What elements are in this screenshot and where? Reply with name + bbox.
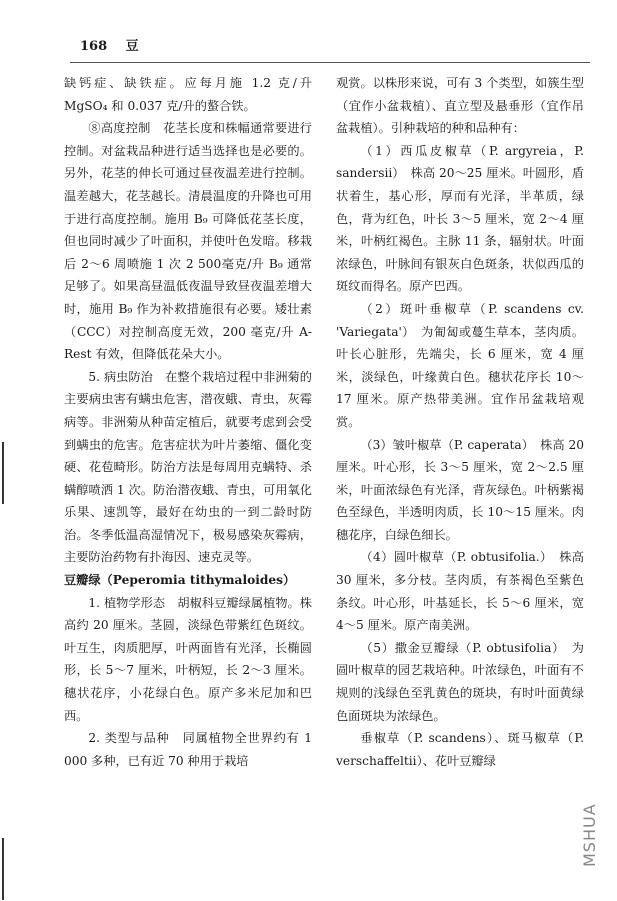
watermark: MSHUA: [580, 803, 599, 867]
scan-edge-mark: [2, 442, 4, 504]
paragraph: 垂椒草（P. scandens）、斑马椒草（P. verschaffeltii）、花叶豆瓣绿: [336, 731, 584, 768]
page-number: 168: [80, 39, 108, 54]
paragraph: （4）圆叶椒草（P. obtusifolia.） 株高 30 厘米，多分枝。茎肉质，有茶褐色至紫色条纹。叶心形，叶基延长，长 5～6 厘米，宽 4～5 厘米。原产南美洲。: [336, 550, 584, 633]
section-title: 豆: [125, 39, 139, 54]
paragraph: ⑧高度控制 花茎长度和株幅通常要进行控制。对盆栽品种进行适当选择也是必要的。另外，花茎的伸长可通过昼夜温差进行控制。温差越大，花茎越长。清晨温度的升降也可用于进行高度控制。施用 B₉ 可降低花茎长度，但也同时减少了叶面积，并使叶色发暗。移栽后 2～6 周喷施 1 次 2 500毫克/升 B₉ 通常足够了。如果高昼温低夜温导致昼夜温差增大时，施用 B₉ 作为补救措施很有必要。矮壮素（CCC）对控制高度无效，200 毫克/升 A-Rest 有效，但降低花朵大小。: [64, 121, 312, 362]
header-rule: [70, 62, 590, 63]
paragraph: 5. 病虫防治 在整个栽培过程中非洲菊的主要病虫害有螨虫危害，潜夜蛾、青虫，灰霉病等。非洲菊从种苗定植后，就要考虑到会受到螨虫的危害。危害症状为叶片萎缩、僵化变硬、花苞畸形。防治方法是每周用克螨特、杀螨醇喷洒 1 次。防治潜夜蛾、青虫，可用氧化乐果、速凯等，最好在幼虫的一到二龄时防治。冬季低温高湿情况下，极易感染灰霉病，主要防治药物有扑海因、速克灵等。: [64, 369, 312, 565]
paragraph: 缺钙症、缺铁症。应每月施 1.2 克/升 MgSO₄ 和 0.037 克/升的螯合铁。: [64, 76, 312, 113]
right-column: [336, 72, 584, 772]
page-header: [80, 36, 560, 58]
paragraph: 观赏。以株形来说，可有 3 个类型，如簇生型（宜作小盆栽植）、直立型及悬垂形（宜作吊盆栽植）。引种栽培的种和品种有：: [336, 76, 584, 136]
paragraph: （3）皱叶椒草（P. caperata） 株高 20 厘米。叶心形，长 3～5 厘米，宽 2～2.5 厘米，叶面浓绿色有光泽，背灰绿色。叶柄紫褐色至绿色，半透明肉质，长 10～15 厘米。肉穗花序，白绿色细长。: [336, 437, 584, 542]
paragraph: （1）西瓜皮椒草（P. argyreia，P. sandersii） 株高 20～25 厘米。叶圆形，盾状着生，基心形，厚而有光泽，半革质，绿色，背为红色，叶长 3～5 厘米，宽 2～4 厘米，叶柄红褐色。主脉 11 条，辐射状。叶面浓绿色，叶脉间有银灰白色斑条，状似西瓜的斑纹而得名。原产巴西。: [336, 143, 584, 294]
paragraph: （2）斑叶垂椒草（P. scandens cv. 'Variegata'） 为匍匐或蔓生草本，茎肉质。叶长心脏形，先端尖，长 6 厘米，宽 4 厘米，淡绿色，叶缘黄白色。穗状花序长 10～17 厘米。原产热带美洲。宜作吊盆栽培观赏。: [336, 301, 584, 429]
paragraph: （5）撒金豆瓣绿（P. obtusifolia） 为圆叶椒草的园艺栽培种。叶浓绿色，叶面有不规则的浅绿色至乳黄色的斑块，有时叶面黄绿色面斑块为浓绿色。: [336, 640, 584, 723]
paragraph: 1. 植物学形态 胡椒科豆瓣绿属植物。株高约 20 厘米。茎圆，淡绿色带紫红色斑纹。叶互生，肉质肥厚，叶两面皆有光泽，长椭圆形，长 5～7 厘米，叶柄短，长 2～3 厘米。穗状花序，小花绿白色。原产多米尼加和巴西。: [64, 595, 312, 723]
scan-edge-mark: [2, 838, 4, 900]
paragraph: 2. 类型与品种 同属植物全世界约有 1 000 多种，已有近 70 种用于栽培: [64, 731, 312, 768]
left-column: [64, 72, 312, 772]
entry-heading: 豆瓣绿（Peperomia tithymaloides）: [64, 573, 296, 588]
